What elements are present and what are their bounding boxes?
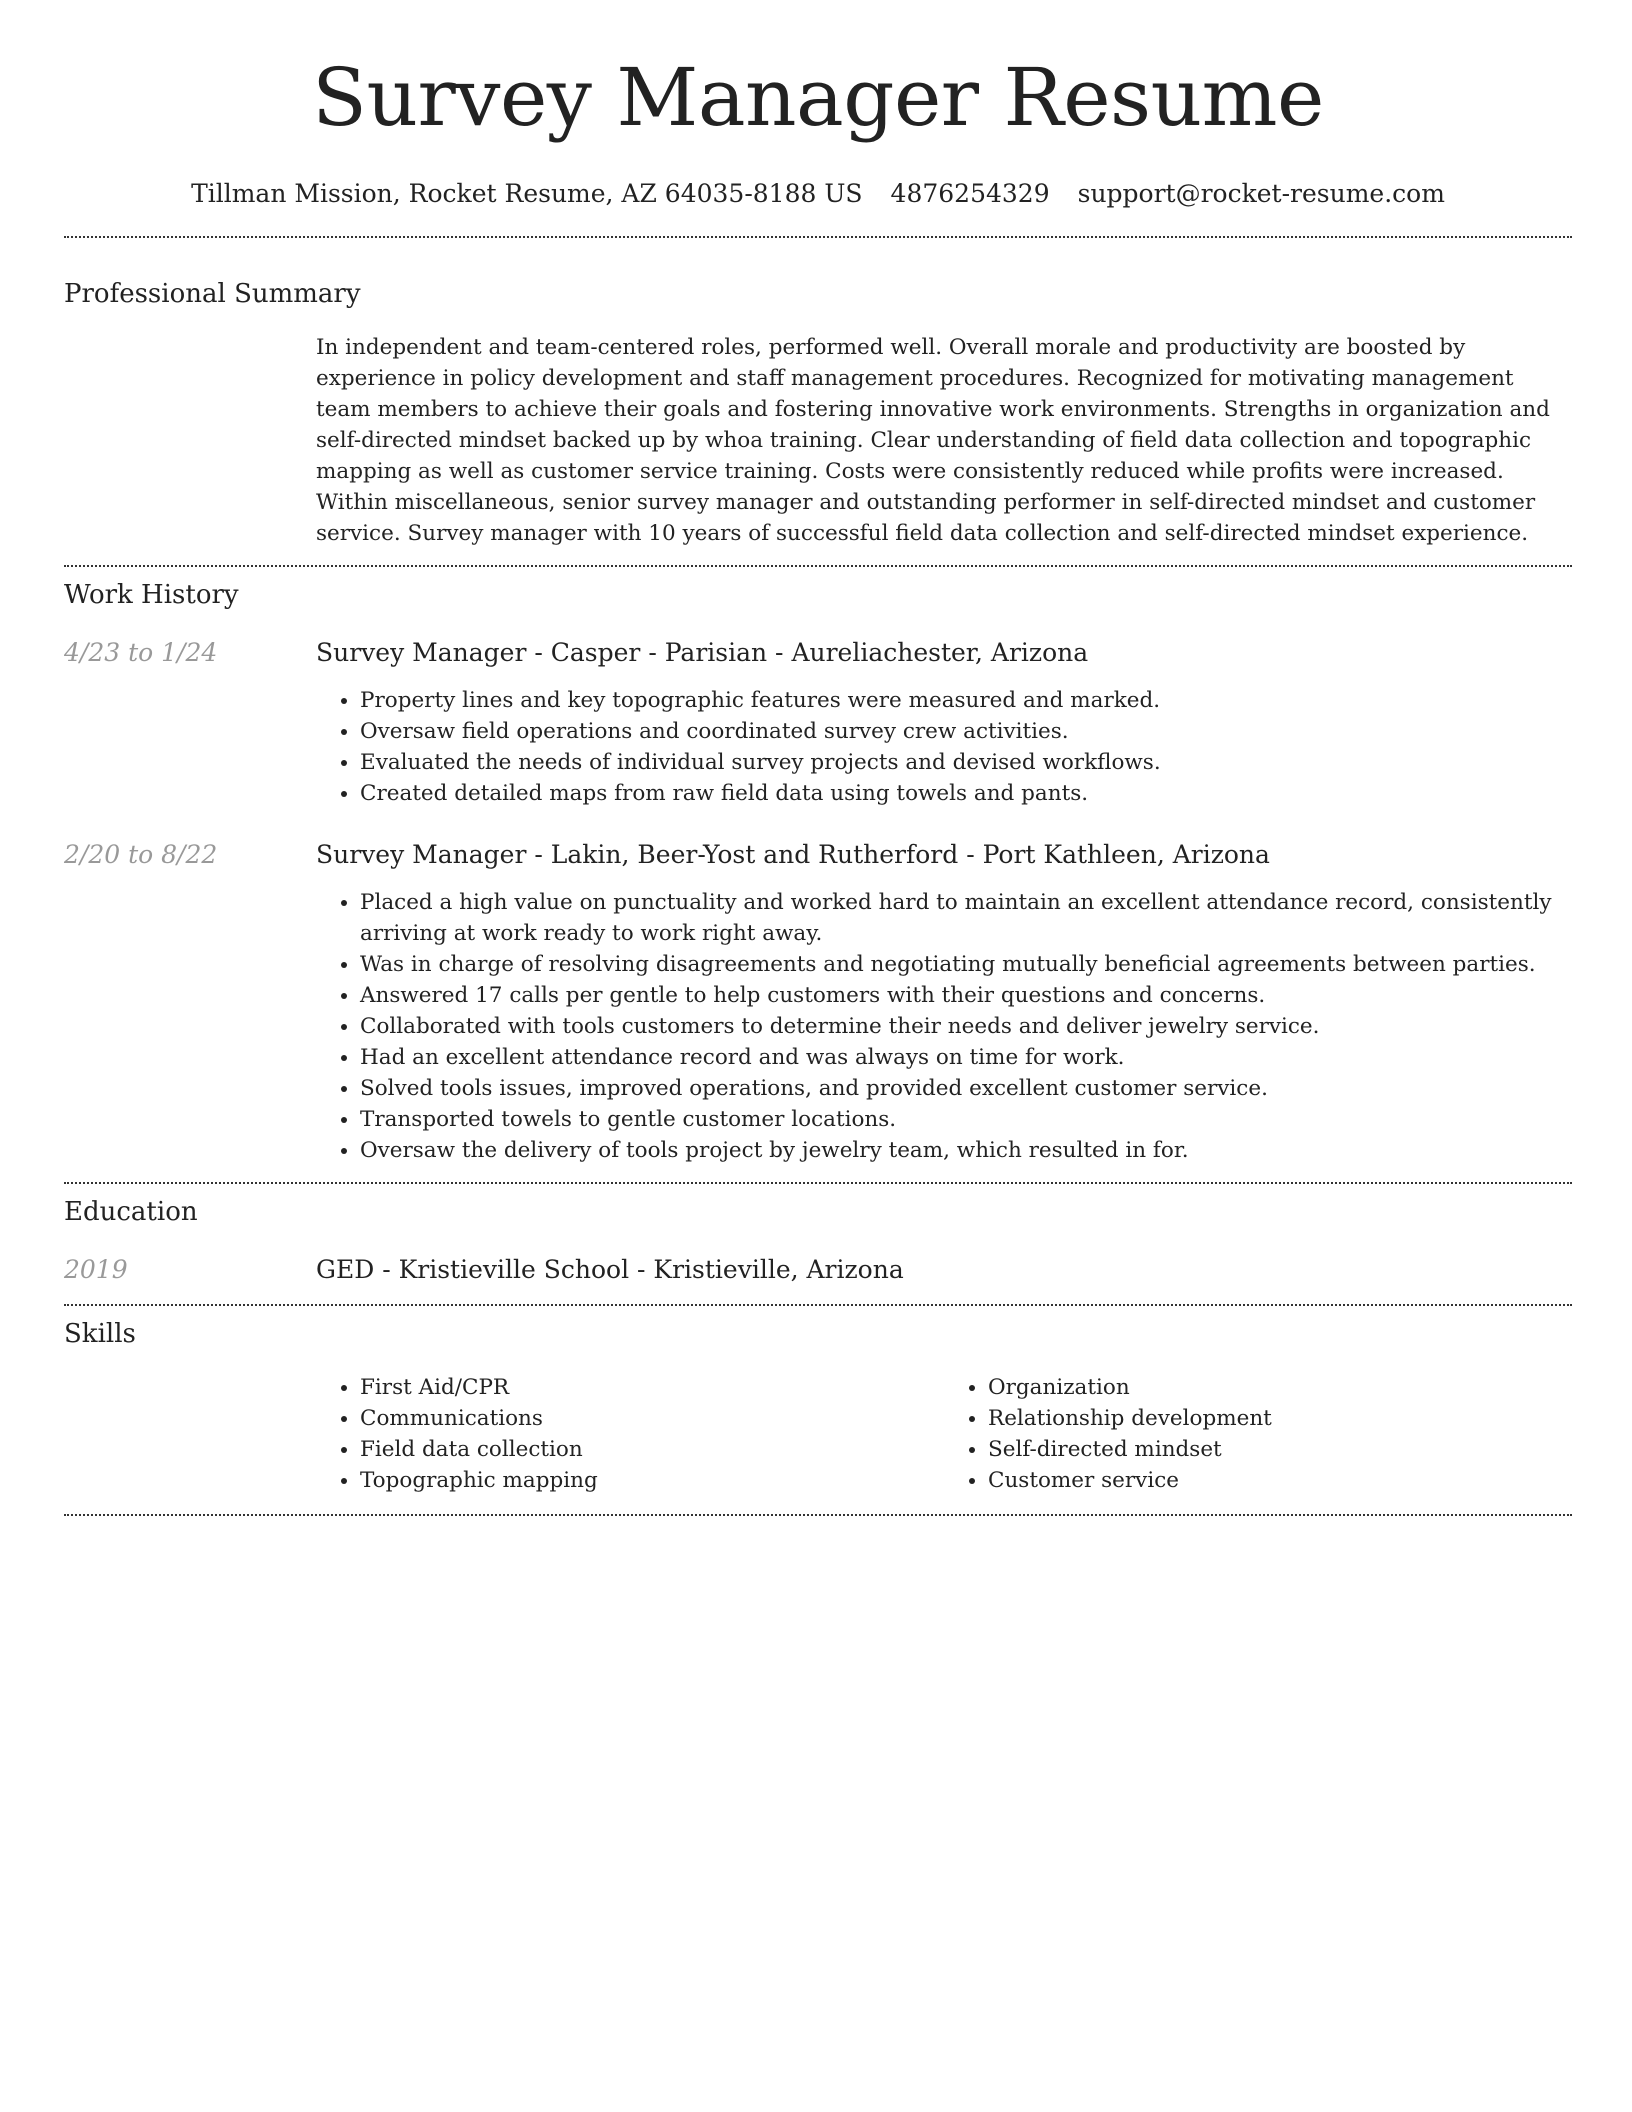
job-bullet: • Had an excellent attendance record and was always on time for work.	[360, 1042, 1572, 1073]
education-heading: Education	[64, 1197, 198, 1227]
contact-line	[64, 174, 1572, 214]
summary-text: In independent and team-centered roles, performed well. Overall morale and productivity are boosted by experience in policy development and staff management procedures. Recognized for motivating management team members to achieve their goals and fostering innovative work environments. Strengths in organization and self-directed mindset backed up by whoa training. Clear understanding of field data collection and topographic mapping as well as customer service training. Costs were consistently reduced while profits were increased. Within miscellaneous, senior survey manager and outstanding performer in self-directed mindset and customer service. Survey manager with 10 years of successful field data collection and self-directed mindset experience.	[316, 335, 1550, 546]
skill-item: • Communications	[360, 1403, 944, 1434]
job-bullet: • Collaborated with tools customers to determine their needs and deliver jewelry service.	[360, 1011, 1572, 1042]
education-year: 2019	[64, 1255, 128, 1284]
job-bullet: • Solved tools issues, improved operations, and provided excellent customer service.	[360, 1073, 1572, 1104]
skills-row	[64, 1372, 1572, 1496]
resume-page	[64, 0, 1572, 1516]
skills-list-right	[944, 1372, 1572, 1496]
job-bullet: • Answered 17 calls per gentle to help customers with their questions and concerns.	[360, 980, 1572, 1011]
job-bullets	[316, 887, 1572, 1166]
section-divider	[64, 1182, 1572, 1184]
skill-item: • Topographic mapping	[360, 1465, 944, 1496]
skill-item: • Organization	[988, 1372, 1572, 1403]
skill-item: • Customer service	[988, 1465, 1572, 1496]
job-entry	[64, 637, 1572, 809]
skill-item: • Relationship development	[988, 1403, 1572, 1434]
work-history-heading: Work History	[64, 580, 239, 610]
section-divider	[64, 565, 1572, 567]
skills-left-spacer	[64, 1372, 316, 1496]
job-dates: 4/23 to 1/24	[64, 638, 218, 667]
job-bullet: • Oversaw the delivery of tools project by jewelry team, which resulted in for.	[360, 1135, 1572, 1166]
section-divider	[64, 1304, 1572, 1306]
education-text: GED - Kristieville School - Kristieville, Arizona	[316, 1255, 904, 1284]
section-divider	[64, 1514, 1572, 1516]
summary-heading: Professional Summary	[64, 279, 361, 309]
section-divider	[64, 236, 1572, 238]
job-bullet: • Created detailed maps from raw field data using towels and pants.	[360, 778, 1572, 809]
job-bullet: • Property lines and key topographic features were measured and marked.	[360, 685, 1572, 716]
job-bullet: • Evaluated the needs of individual survey projects and devised workflows.	[360, 747, 1572, 778]
skills-grid	[316, 1372, 1572, 1496]
skill-item: • Field data collection	[360, 1434, 944, 1465]
education-entry	[64, 1254, 1572, 1286]
skills-heading: Skills	[64, 1319, 136, 1349]
job-bullet: • Transported towels to gentle customer locations.	[360, 1104, 1572, 1135]
skill-item: • First Aid/CPR	[360, 1372, 944, 1403]
skill-item: • Self-directed mindset	[988, 1434, 1572, 1465]
education-details	[316, 1254, 1572, 1286]
resume-title: Survey Manager Resume	[312, 51, 1324, 144]
job-title: Survey Manager - Lakin, Beer-Yost and Rutherford - Port Kathleen, Arizona	[316, 840, 1270, 869]
contact-address: Tillman Mission, Rocket Resume, AZ 64035-8188 US	[191, 179, 863, 208]
summary-content	[316, 332, 1572, 549]
job-entry	[64, 839, 1572, 1166]
job-dates: 2/20 to 8/22	[64, 840, 218, 869]
summary-left-spacer	[64, 332, 316, 549]
job-details	[316, 637, 1572, 809]
job-bullet: • Placed a high value on punctuality and worked hard to maintain an excellent attendance record, consistently arriving at work ready to work right away.	[360, 887, 1572, 949]
job-bullet: • Oversaw field operations and coordinated survey crew activities.	[360, 716, 1572, 747]
job-details	[316, 839, 1572, 1166]
job-bullets	[316, 685, 1572, 809]
job-bullet: • Was in charge of resolving disagreements and negotiating mutually beneficial agreements between parties.	[360, 949, 1572, 980]
summary-row	[64, 332, 1572, 549]
contact-phone: 4876254329	[890, 179, 1050, 208]
contact-email: support@rocket-resume.com	[1077, 179, 1445, 208]
job-title: Survey Manager - Casper - Parisian - Aureliachester, Arizona	[316, 638, 1089, 667]
skills-list-left	[316, 1372, 944, 1496]
